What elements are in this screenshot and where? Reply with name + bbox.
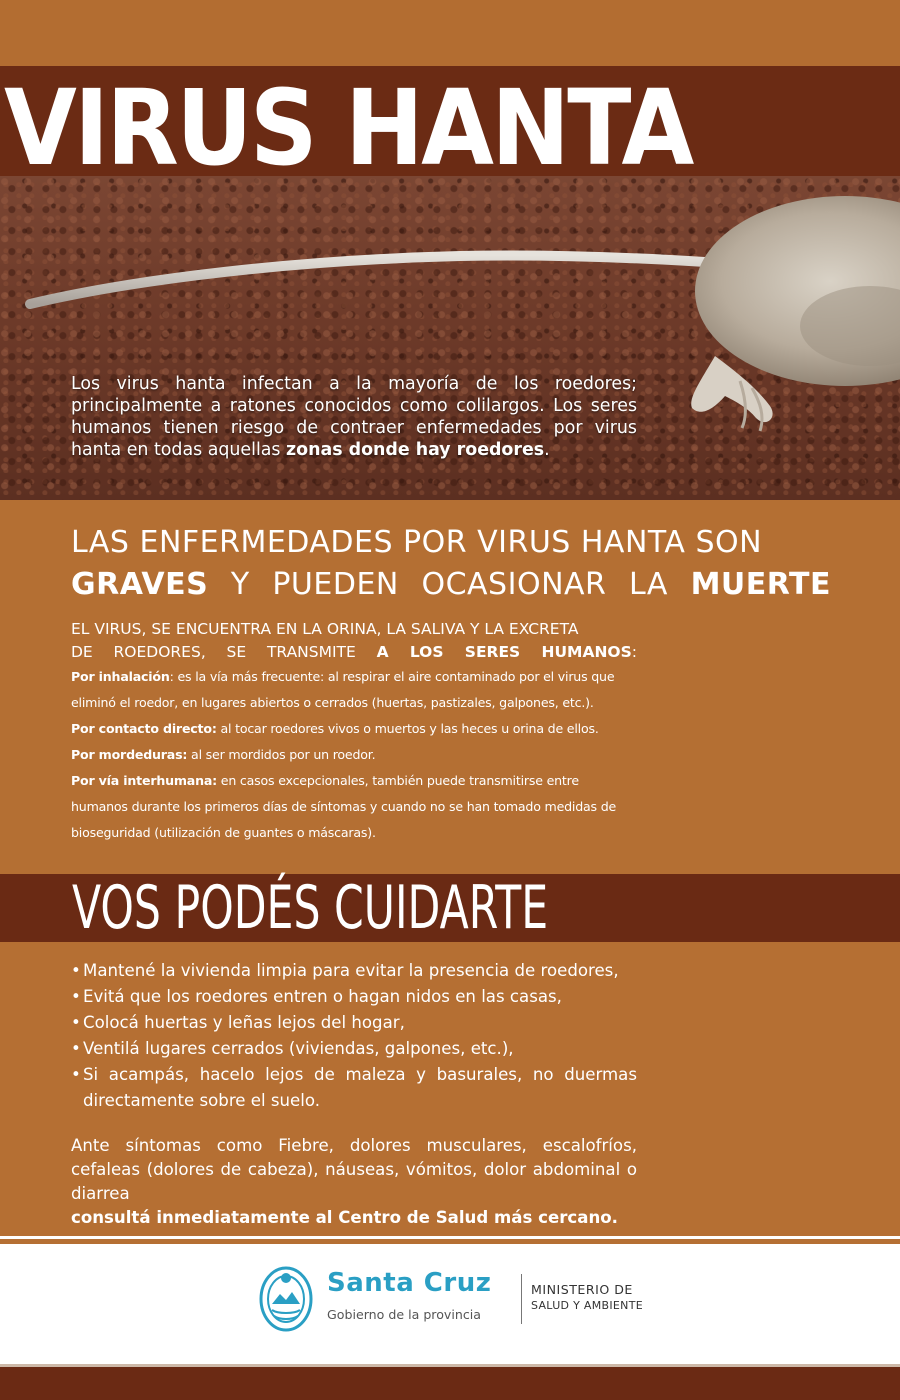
intro-end: . [544, 440, 550, 460]
footer-bottom-band [0, 1367, 900, 1400]
transmission-item [71, 716, 637, 742]
symptoms-paragraph [71, 1134, 637, 1230]
care-tip: • Ventilá lugares cerrados (viviendas, galpones, etc.), [71, 1036, 637, 1062]
poster-title: VIRUS HANTA [4, 67, 692, 176]
care-tips [71, 958, 637, 1114]
item-text: al ser mordidos por un roedor. [187, 747, 376, 762]
title-band [0, 66, 900, 176]
headline [71, 522, 831, 606]
headline-line-2 [71, 564, 831, 606]
ministry-line-1: MINISTERIO DE [531, 1282, 633, 1297]
symptoms-call-to-action: consultá inmediatamente al Centro de Salud más cercano. [71, 1208, 618, 1227]
care-tip: • Evitá que los roedores entren o hagan nidos en las casas, [71, 984, 637, 1010]
transmission-lead-end: : [631, 643, 638, 661]
item-text: en casos excepcionales, también puede transmitirse entre humanos durante los primeros días de síntomas y cuando no se han tomado medidas de bioseguridad (utilización de guantes o máscaras). [71, 773, 617, 840]
intro-text: Los virus hanta infectan a la mayoría de los roedores; principalmente a ratones conocidos como colilargos. Los seres humanos tienen riesgo de contraer enfermedades por virus hanta en todas aquellas [71, 374, 637, 460]
transmission-lead-a: EL VIRUS, SE ENCUENTRA EN LA ORINA, LA SALIVA Y LA EXCRETA [71, 620, 579, 638]
care-title: VOS PODÉS CUIDARTE [72, 873, 549, 943]
headline-graves: GRAVES [71, 567, 209, 602]
org-subtitle: Gobierno de la provincia [327, 1307, 481, 1322]
item-text: al tocar roedores vivos o muertos y las heces u orina de ellos. [216, 721, 599, 736]
care-tip: • Colocá huertas y leñas lejos del hogar, [71, 1010, 637, 1036]
transmission-block [71, 618, 637, 846]
transmission-lead-line-2 [71, 641, 637, 664]
footer-separator [521, 1274, 522, 1324]
headline-line-1: LAS ENFERMEDADES POR VIRUS HANTA SON [71, 525, 763, 560]
headline-mid: Y PUEDEN OCASIONAR LA [208, 567, 691, 602]
item-label: Por inhalación [71, 669, 170, 684]
care-tip: • Mantené la vivienda limpia para evitar la presencia de roedores, [71, 958, 637, 984]
item-label: Por vía interhumana: [71, 773, 217, 788]
intro-paragraph [71, 373, 637, 461]
item-text: : es la vía más frecuente: al respirar el aire contaminado por el virus que eliminó el roedor, en lugares abiertos o cerrados (huertas, pastizales, galpones, etc.). [71, 669, 615, 710]
org-name: Santa Cruz [327, 1268, 492, 1298]
ministry-line-2: SALUD Y AMBIENTE [531, 1299, 643, 1312]
provincial-seal-icon [258, 1264, 314, 1334]
intro-bold: zonas donde hay roedores [286, 440, 545, 460]
top-band [0, 0, 900, 66]
transmission-section [0, 500, 900, 874]
footer [0, 1244, 900, 1364]
care-section [71, 958, 637, 1230]
item-label: Por contacto directo: [71, 721, 217, 736]
care-tip: • Si acampás, hacelo lejos de maleza y basurales, no duermas directamente sobre el suelo. [71, 1062, 637, 1114]
transmission-item [71, 768, 637, 846]
transmission-lead-bold: A LOS SERES HUMANOS [376, 643, 632, 661]
item-label: Por mordeduras: [71, 747, 188, 762]
rodent-photo [0, 176, 900, 500]
transmission-lead [71, 618, 637, 664]
footer-divider [0, 1236, 900, 1239]
transmission-item [71, 742, 637, 768]
headline-muerte: MUERTE [690, 567, 831, 602]
symptoms-text: Ante síntomas como Fiebre, dolores musculares, escalofríos, cefaleas (dolores de cabeza), náuseas, vómitos, dolor abdominal o diarrea [71, 1136, 637, 1203]
transmission-item [71, 664, 637, 716]
transmission-lead-b: DE ROEDORES, SE TRANSMITE [71, 643, 377, 661]
